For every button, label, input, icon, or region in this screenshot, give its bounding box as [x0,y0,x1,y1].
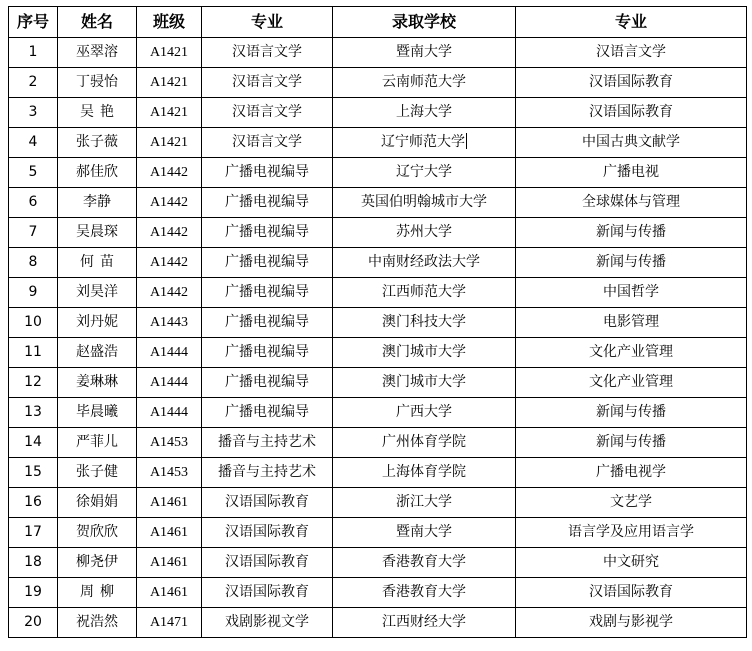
table-row [9,458,747,488]
cell-major-2[interactable]: 文化产业管理 [516,338,747,368]
cell-index[interactable]: 12 [9,368,58,398]
cell-index[interactable]: 14 [9,428,58,458]
cell-school[interactable]: 上海大学 [333,98,516,128]
cell-index[interactable]: 10 [9,308,58,338]
table-row [9,278,747,308]
table-header [9,7,747,38]
cell-school[interactable]: 辽宁师范大学 [333,128,516,158]
table-row [9,398,747,428]
cell-class[interactable]: A1421 [137,128,202,158]
cell-index[interactable]: 5 [9,158,58,188]
text-cursor [466,133,467,149]
cell-major[interactable]: 广播电视编导 [202,398,333,428]
cell-index[interactable]: 7 [9,218,58,248]
table-row [9,578,747,608]
cell-major-2[interactable]: 电影管理 [516,308,747,338]
cell-class[interactable]: A1453 [137,458,202,488]
cell-major[interactable]: 广播电视编导 [202,218,333,248]
cell-class[interactable]: A1453 [137,428,202,458]
cell-index[interactable]: 19 [9,578,58,608]
cell-major[interactable]: 汉语言文学 [202,68,333,98]
cell-school[interactable]: 辽宁大学 [333,158,516,188]
column-header-index: 序号 [9,7,58,38]
table-row [9,218,747,248]
cell-name[interactable]: 贺欣欣 [58,518,137,548]
cell-class[interactable]: A1444 [137,398,202,428]
cell-index[interactable]: 3 [9,98,58,128]
cell-index[interactable]: 2 [9,68,58,98]
cell-name[interactable]: 祝浩然 [58,608,137,638]
cell-major-2[interactable]: 新闻与传播 [516,248,747,278]
table-row [9,518,747,548]
cell-name[interactable]: 巫翠溶 [58,38,137,68]
cell-name[interactable]: 严菲儿 [58,428,137,458]
cell-school[interactable]: 暨南大学 [333,518,516,548]
cell-name[interactable]: 周柳 [58,578,137,608]
table-row [9,338,747,368]
cell-index[interactable]: 6 [9,188,58,218]
cell-school[interactable]: 江西财经大学 [333,608,516,638]
table-row [9,248,747,278]
cell-class[interactable]: A1444 [137,338,202,368]
cell-name[interactable]: 刘昊洋 [58,278,137,308]
cell-major-2[interactable]: 全球媒体与管理 [516,188,747,218]
cell-class[interactable]: A1461 [137,518,202,548]
cell-index[interactable]: 11 [9,338,58,368]
cell-major-2[interactable]: 汉语国际教育 [516,98,747,128]
cell-class[interactable]: A1442 [137,158,202,188]
cell-class[interactable]: A1421 [137,68,202,98]
cell-major-2[interactable]: 汉语言文学 [516,38,747,68]
cell-major[interactable]: 汉语言文学 [202,98,333,128]
cell-major[interactable]: 汉语国际教育 [202,518,333,548]
cell-name[interactable]: 李静 [58,188,137,218]
column-header-name: 姓名 [58,7,137,38]
cell-class[interactable]: A1471 [137,608,202,638]
admissions-table [8,6,747,638]
cell-major-2[interactable]: 文艺学 [516,488,747,518]
cell-name[interactable]: 吴艳 [58,98,137,128]
cell-major-2[interactable]: 汉语国际教育 [516,68,747,98]
cell-major-2[interactable]: 中国古典文献学 [516,128,747,158]
cell-name[interactable]: 何苗 [58,248,137,278]
table-row [9,308,747,338]
cell-index[interactable]: 8 [9,248,58,278]
table-row [9,158,747,188]
cell-index[interactable]: 17 [9,518,58,548]
cell-class[interactable]: A1442 [137,218,202,248]
cell-name[interactable]: 柳尧伊 [58,548,137,578]
cell-index[interactable]: 18 [9,548,58,578]
cell-major[interactable]: 广播电视编导 [202,278,333,308]
cell-school[interactable]: 澳门城市大学 [333,368,516,398]
cell-class[interactable]: A1461 [137,548,202,578]
cell-class[interactable]: A1442 [137,278,202,308]
cell-major-2[interactable]: 戏剧与影视学 [516,608,747,638]
column-header-class: 班级 [137,7,202,38]
cell-major-2[interactable]: 广播电视学 [516,458,747,488]
cell-major[interactable]: 汉语国际教育 [202,488,333,518]
cell-name[interactable]: 张子健 [58,458,137,488]
table-row [9,68,747,98]
cell-major[interactable]: 广播电视编导 [202,248,333,278]
cell-major[interactable]: 广播电视编导 [202,338,333,368]
table-row [9,608,747,638]
cell-index[interactable]: 16 [9,488,58,518]
cell-class[interactable]: A1444 [137,368,202,398]
column-header-major: 专业 [202,7,333,38]
cell-index[interactable]: 4 [9,128,58,158]
cell-major[interactable]: 播音与主持艺术 [202,428,333,458]
cell-major[interactable]: 汉语国际教育 [202,548,333,578]
cell-class[interactable]: A1461 [137,488,202,518]
cell-class[interactable]: A1442 [137,188,202,218]
cell-name[interactable]: 丁骎怡 [58,68,137,98]
cell-name[interactable]: 徐娟娟 [58,488,137,518]
cell-major[interactable]: 汉语言文学 [202,38,333,68]
cell-school[interactable]: 澳门城市大学 [333,338,516,368]
table-header-row [9,7,747,38]
cell-major-2[interactable]: 广播电视 [516,158,747,188]
cell-school[interactable]: 江西师范大学 [333,278,516,308]
table-body [9,38,747,638]
cell-class[interactable]: A1442 [137,248,202,278]
cell-index[interactable]: 20 [9,608,58,638]
cell-class[interactable]: A1443 [137,308,202,338]
cell-major[interactable]: 广播电视编导 [202,368,333,398]
column-header-school: 录取学校 [333,7,516,38]
table-row [9,98,747,128]
cell-major[interactable]: 戏剧影视文学 [202,608,333,638]
cell-school[interactable]: 浙江大学 [333,488,516,518]
table-row [9,548,747,578]
table-row [9,488,747,518]
cell-class[interactable]: A1421 [137,38,202,68]
cell-major-2[interactable]: 新闻与传播 [516,218,747,248]
cell-class[interactable]: A1421 [137,98,202,128]
table-row [9,128,747,158]
cell-school[interactable]: 英国伯明翰城市大学 [333,188,516,218]
spreadsheet-area [8,6,744,638]
cell-name[interactable]: 毕晨曦 [58,398,137,428]
cell-class[interactable]: A1461 [137,578,202,608]
cell-school[interactable]: 云南师范大学 [333,68,516,98]
cell-school[interactable]: 中南财经政法大学 [333,248,516,278]
table-row [9,188,747,218]
cell-major[interactable]: 汉语国际教育 [202,578,333,608]
cell-major-2[interactable]: 汉语国际教育 [516,578,747,608]
cell-major-2[interactable]: 语言学及应用语言学 [516,518,747,548]
cell-major[interactable]: 广播电视编导 [202,308,333,338]
table-row [9,368,747,398]
table-row [9,428,747,458]
cell-school[interactable]: 上海体育学院 [333,458,516,488]
cell-name[interactable]: 郝佳欣 [58,158,137,188]
cell-name[interactable]: 姜琳琳 [58,368,137,398]
cell-index[interactable]: 15 [9,458,58,488]
cell-major[interactable]: 广播电视编导 [202,158,333,188]
cell-index[interactable]: 13 [9,398,58,428]
cell-name[interactable]: 吴晨琛 [58,218,137,248]
cell-major-2[interactable]: 文化产业管理 [516,368,747,398]
cell-major[interactable]: 汉语言文学 [202,128,333,158]
cell-school[interactable]: 暨南大学 [333,38,516,68]
table-row [9,38,747,68]
cell-major[interactable]: 广播电视编导 [202,188,333,218]
cell-school[interactable]: 香港教育大学 [333,578,516,608]
cell-major-2[interactable]: 中国哲学 [516,278,747,308]
cell-index[interactable]: 1 [9,38,58,68]
cell-name[interactable]: 赵盛浩 [58,338,137,368]
cell-school[interactable]: 广西大学 [333,398,516,428]
cell-name[interactable]: 张子薇 [58,128,137,158]
cell-major-2[interactable]: 新闻与传播 [516,398,747,428]
cell-school[interactable]: 香港教育大学 [333,548,516,578]
cell-index[interactable]: 9 [9,278,58,308]
cell-major-2[interactable]: 新闻与传播 [516,428,747,458]
cell-school[interactable]: 广州体育学院 [333,428,516,458]
cell-school[interactable]: 澳门科技大学 [333,308,516,338]
cell-name[interactable]: 刘丹妮 [58,308,137,338]
cell-major-2[interactable]: 中文研究 [516,548,747,578]
column-header-major-2: 专业 [516,7,747,38]
cell-school[interactable]: 苏州大学 [333,218,516,248]
cell-major[interactable]: 播音与主持艺术 [202,458,333,488]
